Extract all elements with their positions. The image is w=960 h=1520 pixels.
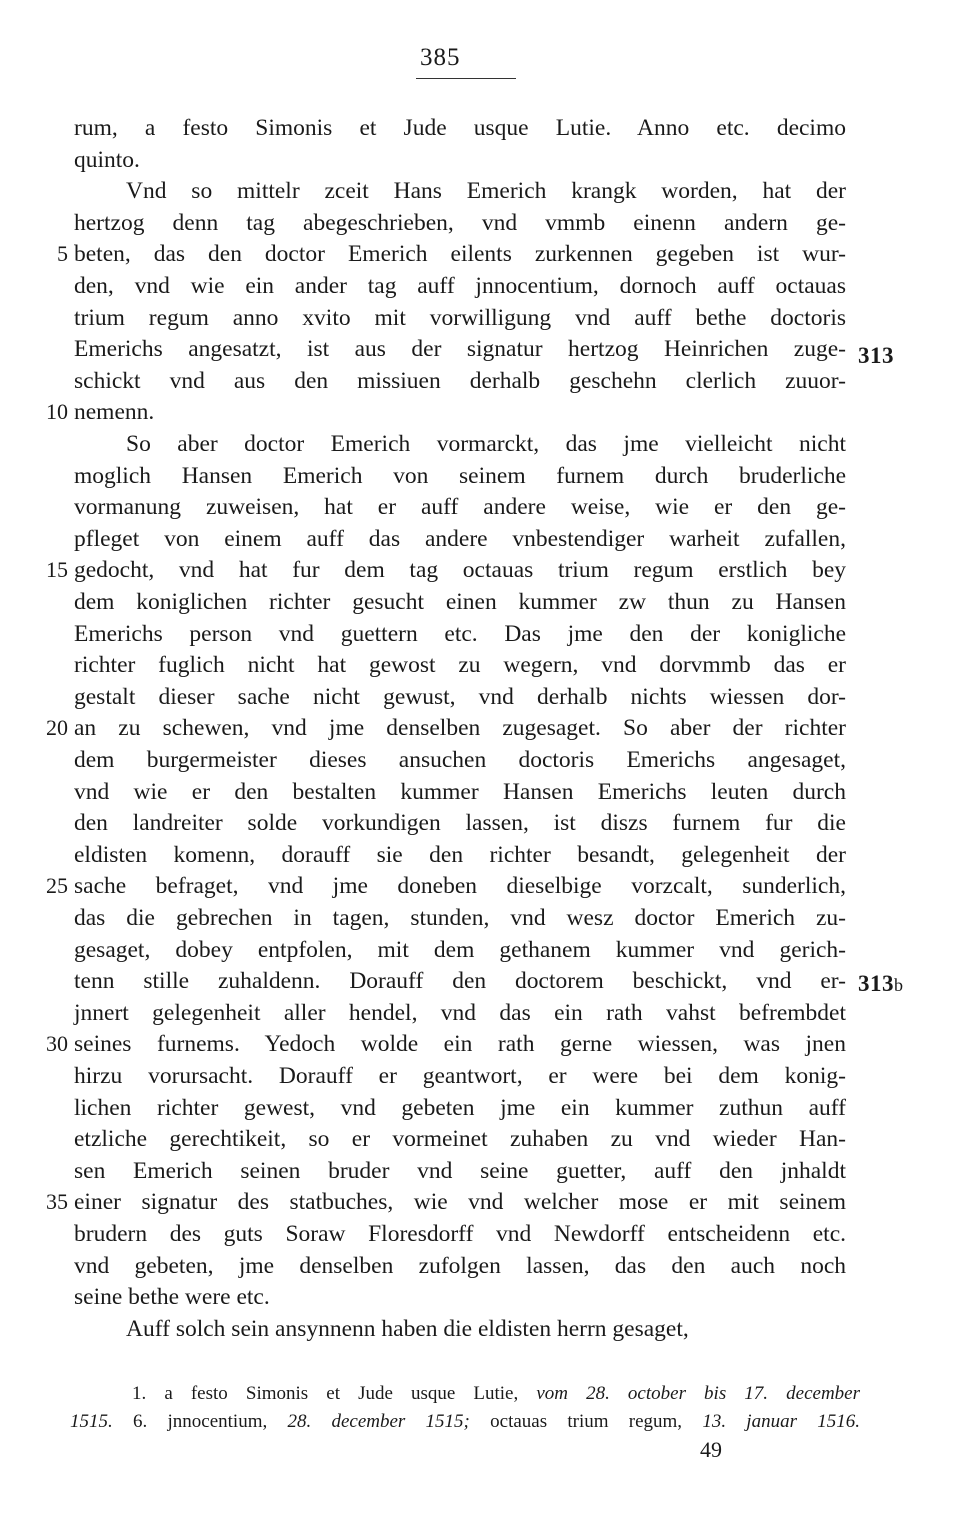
line-number: 10 (46, 399, 68, 424)
text-line: eldisten komenn, dorauff sie den richter besandt, gelegenheit der (74, 842, 846, 868)
text-line: vnd gebeten, jme denselben zufolgen lassen, das den auch noch (74, 1253, 846, 1279)
text-line: Emerichs angesatzt, ist aus der signatur hertzog Heinrichen zuge- (74, 336, 846, 362)
page-number-rule (416, 78, 516, 79)
text-line: trium regum anno xvito mit vorwilligung vnd auff bethe doctoris (74, 305, 846, 331)
text-line: jnnert gelegenheit aller hendel, vnd das ein rath vahst befrembdet (74, 1000, 846, 1026)
text-line: tenn stille zuhaldenn. Dorauff den doctorem beschickt, vnd er- (74, 968, 846, 994)
text-line: seine bethe were etc. (74, 1284, 270, 1310)
text-line: den landreiter solde vorkundigen lassen, ist diszs furnem fur die (74, 810, 846, 836)
text-line: an zu schewen, vnd jme denselben zugesaget. So aber der richter (74, 715, 846, 741)
footnote-text: octauas trium regum, (469, 1411, 703, 1432)
text-line: quinto. (74, 147, 140, 173)
text-line: Auff solch sein ansynnenn haben die eldisten herrn gesaget, (126, 1316, 689, 1342)
text-line: den, vnd wie ein ander tag auff jnnocentium, dornoch auff octauas (74, 273, 846, 299)
footnote-line-2 (70, 1408, 860, 1436)
footnote-date: 1515. (70, 1411, 113, 1432)
text-line: moglich Hansen Emerich von seinem furnem durch bruderliche (74, 463, 846, 489)
line-number: 15 (46, 557, 68, 582)
line-number: 35 (46, 1189, 68, 1214)
line-number: 25 (46, 873, 68, 898)
text-line: brudern des guts Soraw Floresdorff vnd Newdorff entscheidenn etc. (74, 1221, 846, 1247)
text-line: schickt vnd aus den missiuen derhalb geschehn clerlich zuuor- (74, 368, 846, 394)
margin-note-313b (858, 968, 904, 1001)
text-line: dem koniglichen richter gesucht einen kummer zw thun zu Hansen (74, 589, 846, 615)
text-line: richter fuglich nicht hat gewost zu wegern, vnd dorvmmb das er (74, 652, 846, 678)
text-line: hertzog denn tag abegeschrieben, vnd vmmb einenn andern ge- (74, 210, 846, 236)
text-line: dem burgermeister dieses ansuchen doctoris Emerichs angesaget, (74, 747, 846, 773)
page-number: 385 (420, 44, 461, 71)
text-line: lichen richter gewest, vnd gebeten jme ein kummer zuthun auff (74, 1095, 846, 1121)
footnote-text: 1. a festo Simonis et Jude usque Lutie, (132, 1383, 537, 1404)
text-line: gestalt dieser sache nicht gewust, vnd derhalb nichts wiessen dor- (74, 684, 846, 710)
text-line: So aber doctor Emerich vormarckt, das jme vielleicht nicht (126, 431, 846, 457)
margin-note-suffix: b (894, 975, 904, 995)
footnote-date: 28. december 1515; (287, 1411, 470, 1432)
text-line: pfleget von einem auff das andere vnbestendiger warheit zufallen, (74, 526, 846, 552)
text-line: hirzu vorursacht. Dorauff er geantwort, er were bei dem konig- (74, 1063, 846, 1089)
line-number: 5 (57, 241, 68, 266)
text-line: etzliche gerechtikeit, so er vormeinet zuhaben zu vnd wieder Han- (74, 1126, 846, 1152)
text-line: vormanung zuweisen, hat er auff andere weise, wie er den ge- (74, 494, 846, 520)
text-line: beten, das den doctor Emerich eilents zurkennen gegeben ist wur- (74, 241, 846, 267)
line-number: 30 (46, 1031, 68, 1056)
footnote-line-1 (70, 1380, 860, 1408)
sheet-signature: 49 (700, 1437, 722, 1462)
text-line: Vnd so mittelr zceit Hans Emerich krangk worden, hat der (126, 178, 846, 204)
margin-note-number: 313 (858, 343, 894, 368)
text-line: nemenn. (74, 399, 155, 425)
text-line: rum, a festo Simonis et Jude usque Lutie. Anno etc. decimo (74, 115, 846, 141)
text-line: einer signatur des statbuches, wie vnd welcher mose er mit seinem (74, 1189, 846, 1215)
line-number: 20 (46, 715, 68, 740)
text-line: sen Emerich seinen bruder vnd seine guetter, auff den jnhaldt (74, 1158, 846, 1184)
text-line: sache befraget, vnd jme doneben dieselbige vorzcalt, sunderlich, (74, 873, 846, 899)
footnote-date: vom 28. october bis 17. december (536, 1383, 860, 1404)
text-line: vnd wie er den bestalten kummer Hansen Emerichs leuten durch (74, 779, 846, 805)
text-line: Emerichs person vnd guettern etc. Das jme den der konigliche (74, 621, 846, 647)
margin-note-number: 313 (858, 971, 894, 996)
text-line: gesaget, dobey entpfolen, mit dem gethanem kummer vnd gerich- (74, 937, 846, 963)
margin-note-313 (858, 340, 894, 372)
footnote-date: 13. januar 1516. (702, 1411, 860, 1432)
text-line: seines furnems. Yedoch wolde ein rath gerne wiessen, was jnen (74, 1031, 846, 1057)
text-line: gedocht, vnd hat fur dem tag octauas trium regum erstlich bey (74, 557, 846, 583)
footnote-text: 6. jnnocentium, (112, 1411, 288, 1432)
text-line: das die gebrechen in tagen, stunden, vnd wesz doctor Emerich zu- (74, 905, 846, 931)
